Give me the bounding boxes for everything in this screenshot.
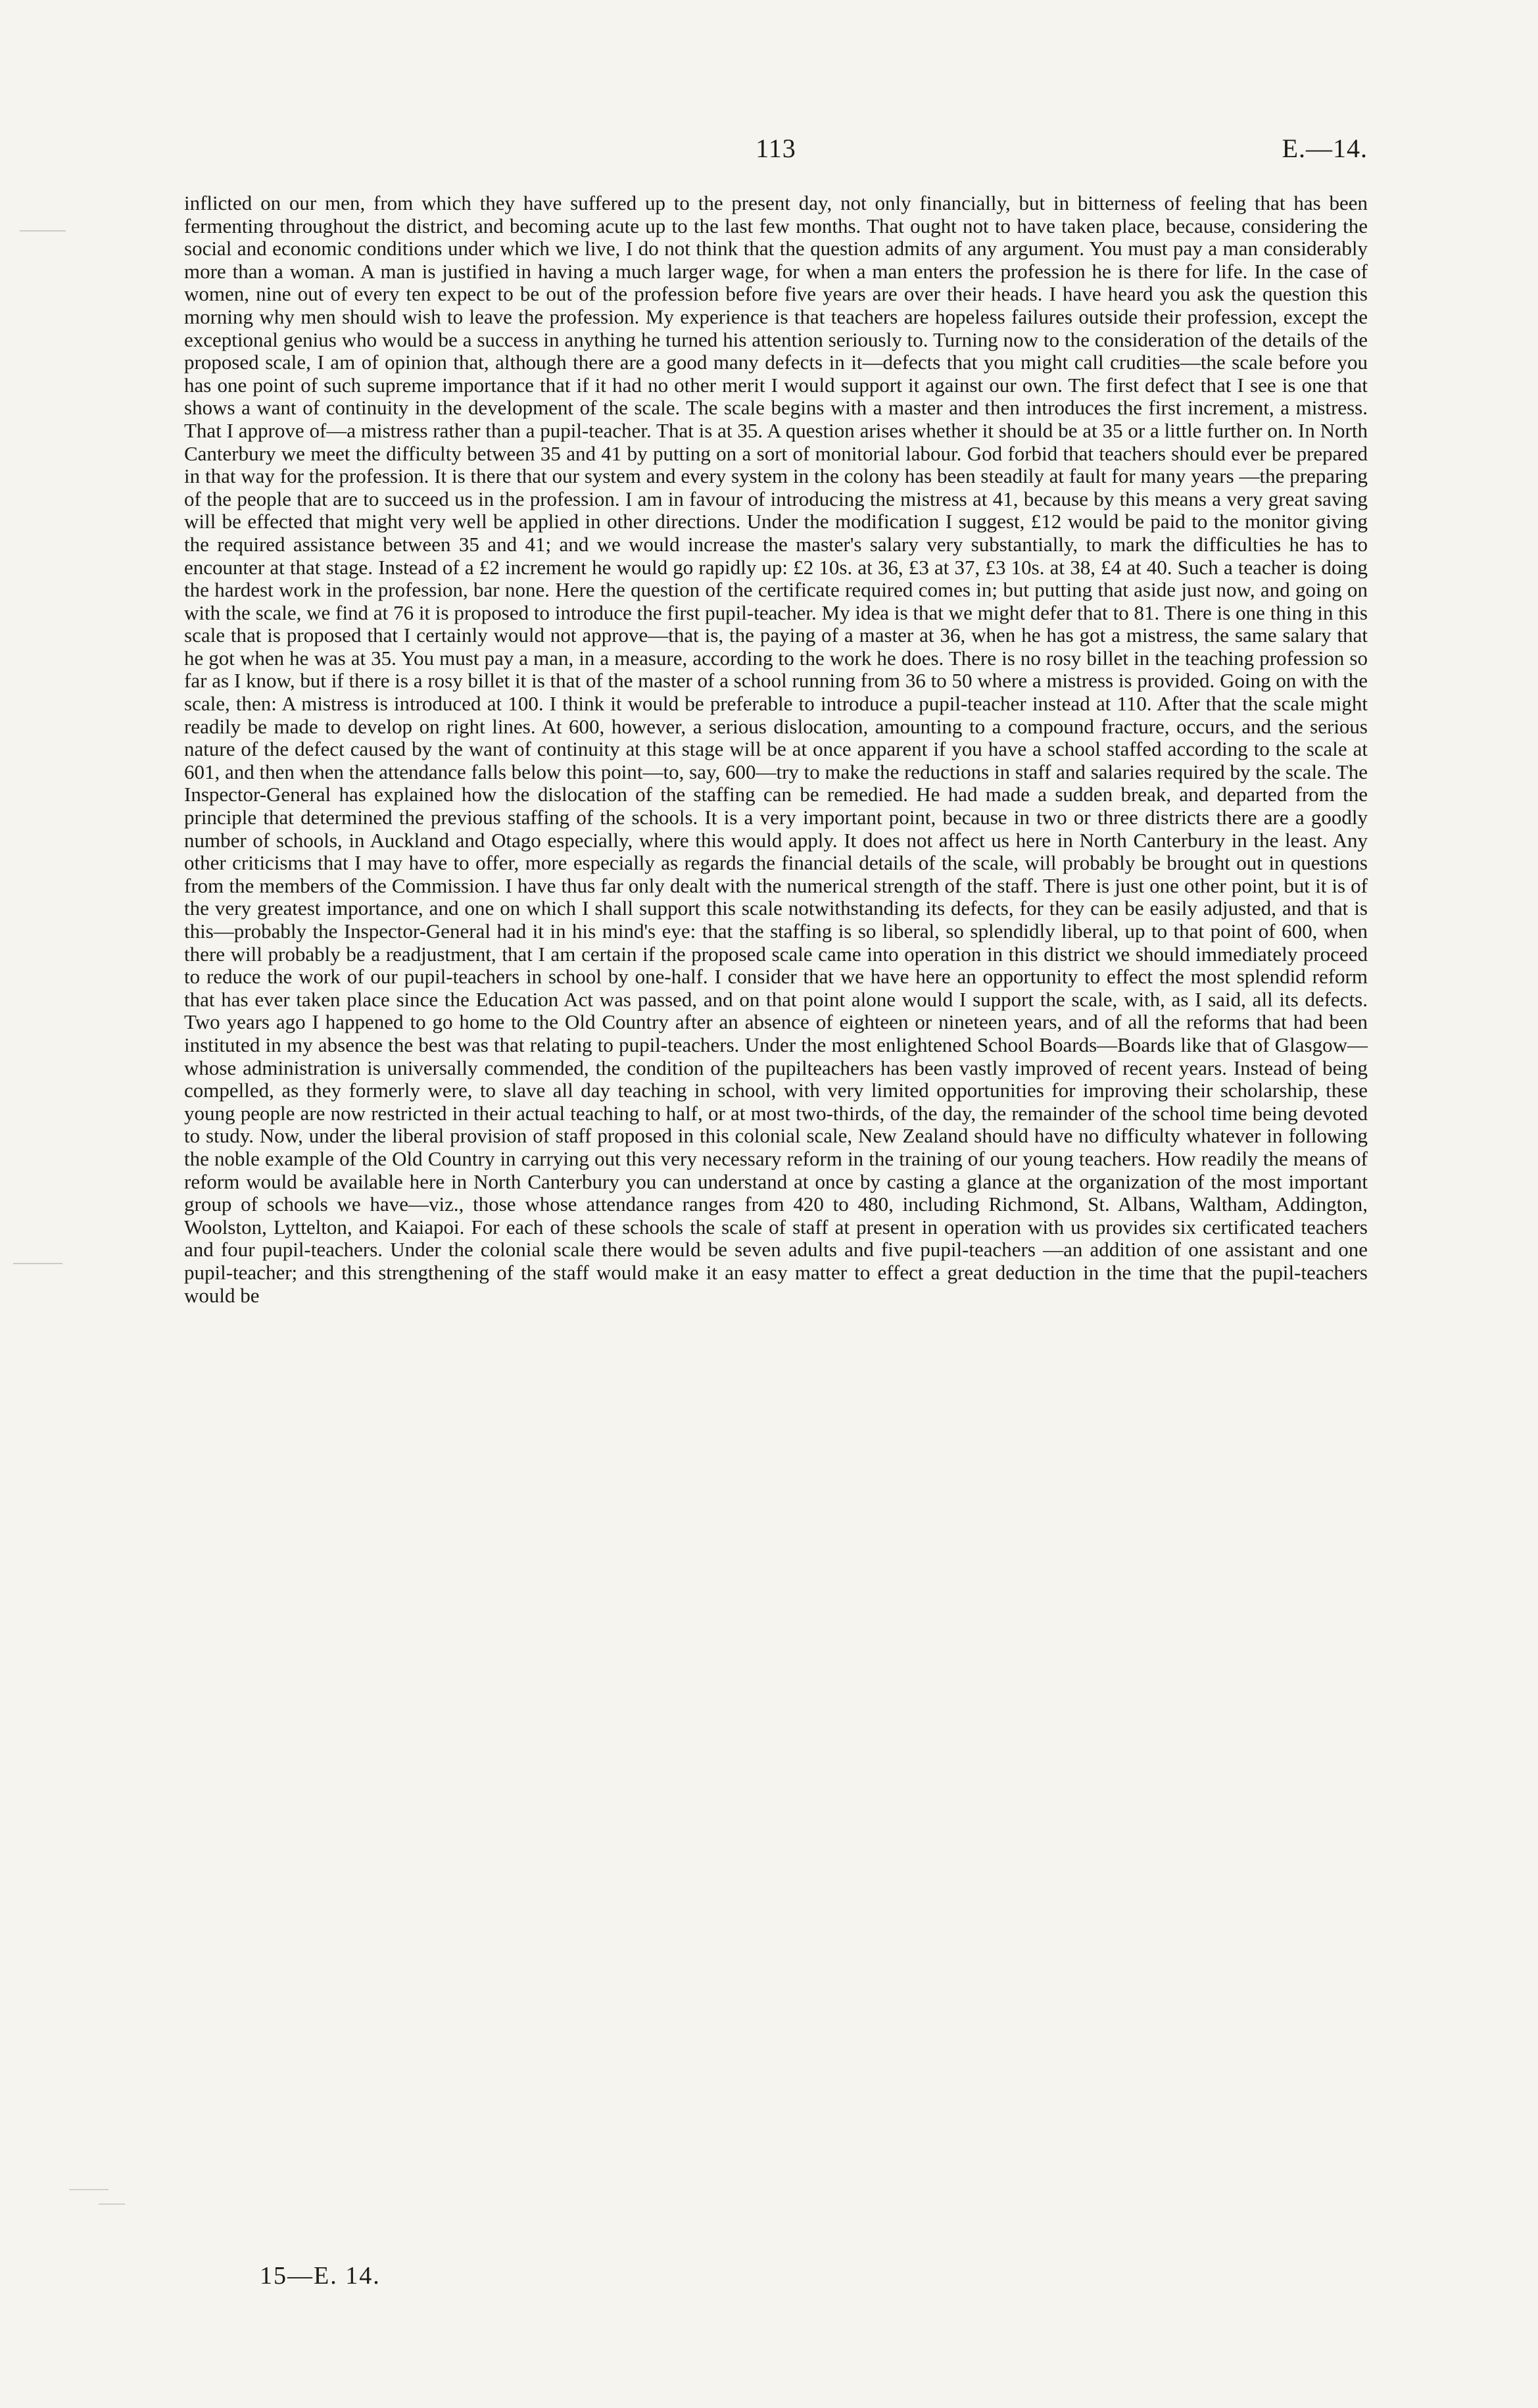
margin-mark-bottom-2 bbox=[99, 2203, 125, 2205]
printer-signature-mark: 15—E. 14. bbox=[260, 2262, 381, 2290]
page-number: 113 bbox=[756, 134, 796, 163]
margin-mark-bottom bbox=[69, 2189, 108, 2190]
paragraph-text: inflicted on our men, from which they have suffered up to the present day, not only financially, but in bitterness of feeling that has been fermenting throughout the district, and becoming acute up to the last few months. That ought not to have taken place, because, considering the social and economic conditions under which we live, I do not think that the question admits of any argument. You must pay a man considerably more than a woman. A man is justified in having a much larger wage, for when a man enters the profession he is there for life. In the case of women, nine out of every ten expect to be out of the profession before five years are over their heads. I have heard you ask the question this morning why men should wish to leave the profession. My experience is that teachers are hopeless failures outside their profession, except the exceptional genius who would be a success in anything he turned his attention seriously to. Turning now to the consideration of the details of the proposed scale, I am of opinion that, although there are a good many defects in it—defects that you might call crudities—the scale before you has one point of such supreme importance that if it had no other merit I would support it against our own. The first defect that I see is one that shows a want of continuity in the development of the scale. The scale begins with a master and then introduces the first increment, a mistress. That I approve of—a mistress rather than a pupil-teacher. That is at 35. A question arises whether it should be at 35 or a little further on. In North Canterbury we meet the difficulty between 35 and 41 by putting on a sort of monitorial labour. God forbid that teachers should ever be prepared in that way for the profession. It is there that our system and every system in the colony has been steadily at fault for many years —the preparing of the people that are to succeed us in the profession. I am in favour of introducing the mistress at 41, because by this means a very great saving will be effected that might very well be applied in other directions. Under the modification I suggest, £12 would be paid to the monitor giving the required assistance between 35 and 41; and we would increase the master's salary very substantially, to mark the difficulties he has to encounter at that stage. Instead of a £2 increment he would go rapidly up: £2 10s. at 36, £3 at 37, £3 10s. at 38, £4 at 40. Such a teacher is doing the hardest work in the profession, bar none. Here the question of the certificate required comes in; but putting that aside just now, and going on with the scale, we find at 76 it is proposed to introduce the first pupil-teacher. My idea is that we might defer that to 81. There is one thing in this scale that is proposed that I certainly would not approve—that is, the paying of a master at 36, when he has got a mistress, the same salary that he got when he was at 35. You must pay a man, in a measure, according to the work he does. There is no rosy billet in the teaching profession so far as I know, but if there is a rosy billet it is that of the master of a school running from 36 to 50 where a mistress is provided. Going on with the scale, then: A mistress is introduced at 100. I think it would be preferable to introduce a pupil-teacher instead at 110. After that the scale might readily be made to develop on right lines. At 600, however, a serious dislocation, amounting to a compound fracture, occurs, and the serious nature of the defect caused by the want of continuity at this stage will be at once apparent if you have a school staffed according to the scale at 601, and then when the attendance falls below this point—to, say, 600—try to make the reductions in staff and salaries required by the scale. The Inspector-General has explained how the dislocation of the staffing can be remedied. He had made a sudden break, and departed from the principle that determined the previous staffing of the schools. It is a very important point, because in two or three districts there are a goodly number of schools, in Auckland and Otago especially, where this would apply. It does not affect us here in North Canterbury in the least. Any other criticisms that I may have to offer, more especially as regards the financial details of the scale, will probably be brought out in questions from the members of the Commission. I have thus far only dealt with the numerical strength of the staff. There is just one other point, but it is of the very greatest importance, and one on which I shall support this scale notwithstanding its defects, for they can be easily adjusted, and that is this—probably the Inspector-General had it in his mind's eye: that the staffing is so liberal, so splendidly liberal, up to that point of 600, when there will probably be a readjustment, that I am certain if the proposed scale came into operation in this district we should immediately proceed to reduce the work of our pupil-teachers in school by one-half. I consider that we have here an opportunity to effect the most splendid reform that has ever taken place since the Education Act was passed, and on that point alone would I support the scale, with, as I said, all its defects. Two years ago I happened to go home to the Old Country after an absence of eighteen or nineteen years, and of all the reforms that had been instituted in my absence the best was that relating to pupil-teachers. Under the most enlightened School Boards—Boards like that of Glasgow—whose administration is universally commended, the condition of the pupilteachers has been vastly improved of recent years. Instead of being compelled, as they formerly were, to slave all day teaching in school, with very limited opportunities for improving their scholarship, these young people are now restricted in their actual teaching to half, or at most two-thirds, of the day, the remainder of the school time being devoted to study. Now, under the liberal provision of staff proposed in this colonial scale, New Zealand should have no difficulty whatever in following the noble example of the Old Country in carrying out this very necessary reform in the training of our young teachers. How readily the means of reform would be available here in North Canterbury you can understand at once by casting a glance at the organization of the most important group of schools we have—viz., those whose attendance ranges from 420 to 480, including Richmond, St. Albans, Waltham, Addington, Woolston, Lyttelton, and Kaiapoi. For each of these schools the scale of staff at present in operation with us provides six certificated teachers and four pupil-teachers. Under the colonial scale there would be seven adults and five pupil-teachers —an addition of one assistant and one pupil-teacher; and this strengthening of the staff would make it an easy matter to effect a great deduction in the time that the pupil-teachers would be bbox=[184, 191, 1368, 1307]
margin-mark-top bbox=[20, 230, 66, 232]
series-reference: E.—14. bbox=[1282, 134, 1368, 163]
margin-mark-middle bbox=[13, 1263, 62, 1264]
body-paragraph bbox=[184, 192, 1368, 1307]
page-header bbox=[184, 129, 1368, 168]
